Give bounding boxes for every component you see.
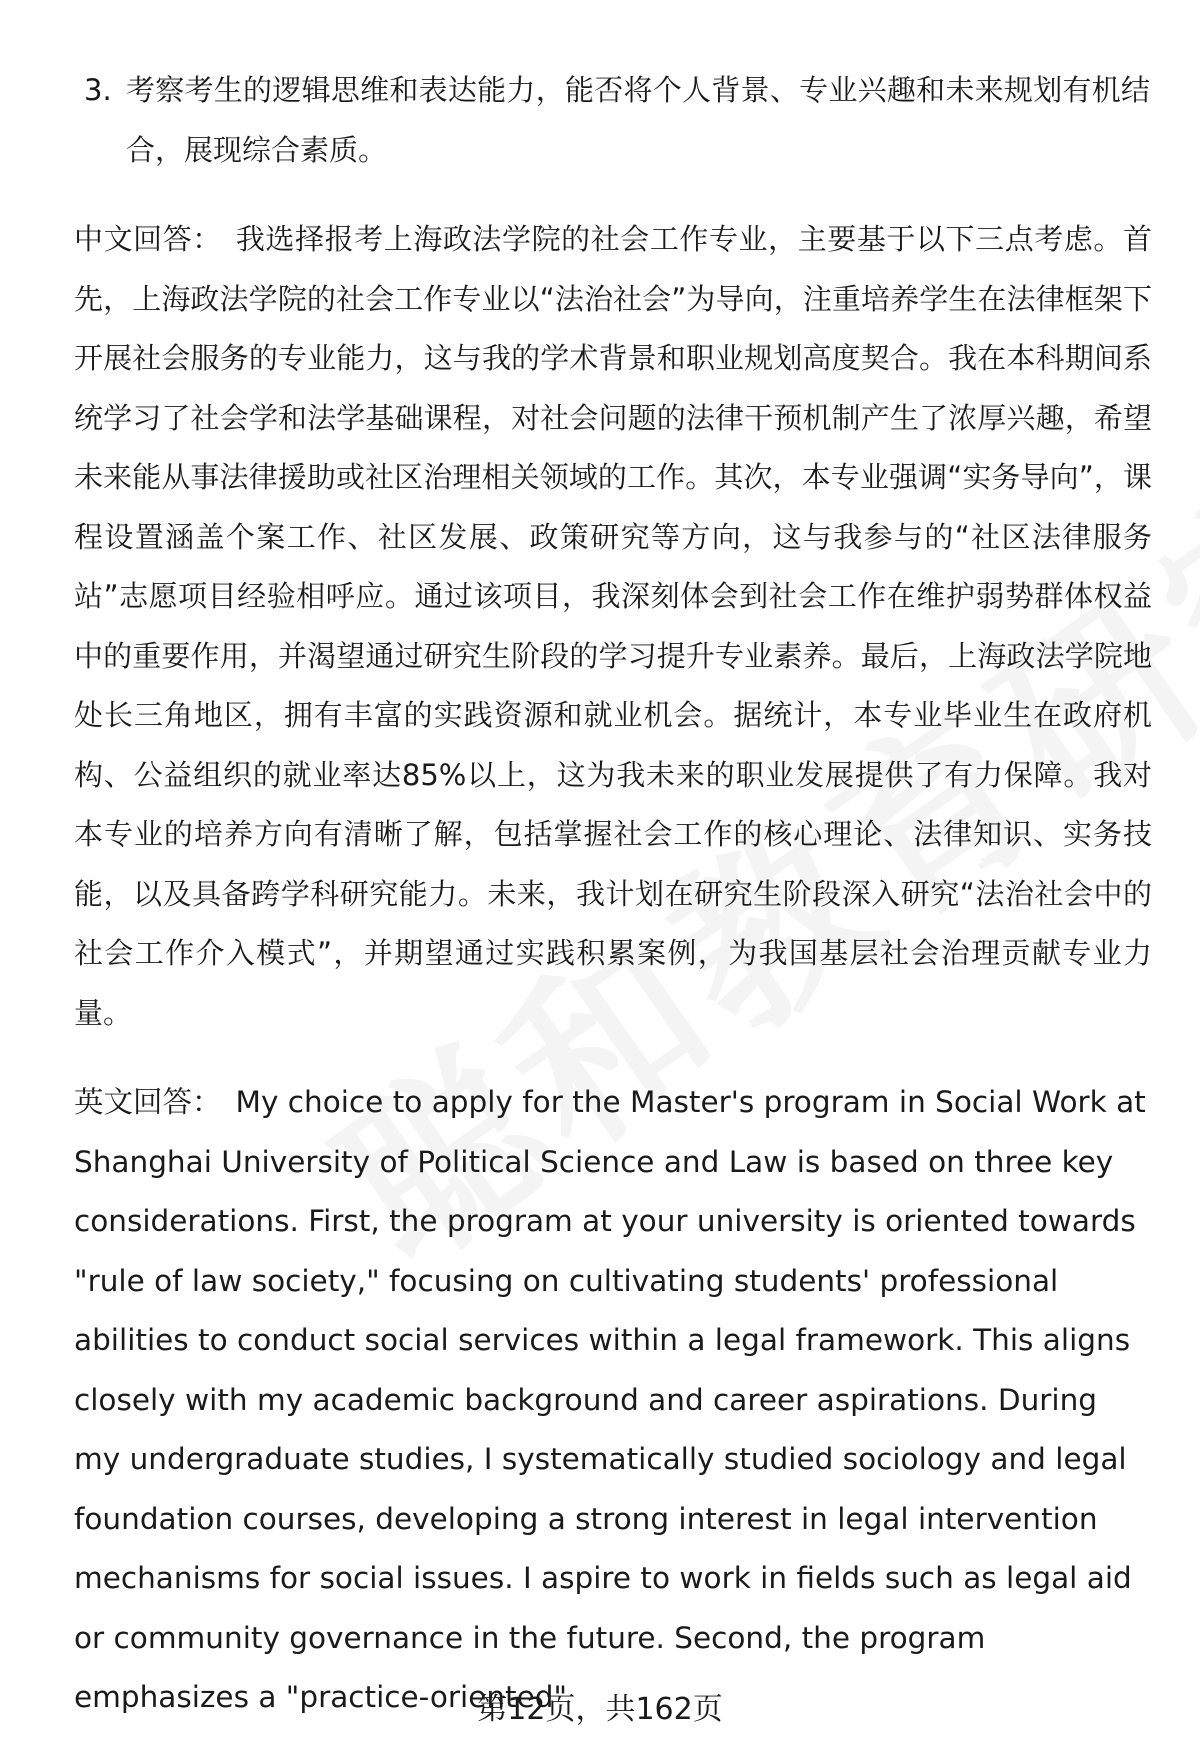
english-answer-text: My choice to apply for the Master's program in Social Work at Shanghai University of Political Science and Law is based on three key considerations. First, the program at your university is oriented towards "rule of law society," focusing on cultivating students' professional abilities to conduct social services within a legal framework. This aligns closely with my academic background and career aspirations. During my undergraduate studies, I systematically studied sociology and legal foundation courses, developing a strong interest in legal intervention mechanisms for social issues. I aspire to work in fields such as legal aid or community governance in the future. Second, the program emphasizes a "practice-oriented"	[74, 1085, 1146, 1714]
english-answer-paragraph	[74, 1073, 1152, 1728]
list-item-3	[70, 60, 1150, 180]
chinese-answer-label: 中文回答：	[74, 222, 222, 256]
chinese-answer-paragraph	[74, 210, 1152, 1043]
page-number-footer: 第12页，共162页	[477, 1692, 723, 1727]
list-item-text: 考察考生的逻辑思维和表达能力，能否将个人背景、专业兴趣和未来规划有机结合，展现综合素质。	[126, 73, 1150, 167]
chinese-answer-text: 我选择报考上海政法学院的社会工作专业，主要基于以下三点考虑。首先，上海政法学院的社会工作专业以“法治社会”为导向，注重培养学生在法律框架下开展社会服务的专业能力，这与我的学术背景和职业规划高度契合。我在本科期间系统学习了社会学和法学基础课程，对社会问题的法律干预机制产生了浓厚兴趣，希望未来能从事法律援助或社区治理相关领域的工作。其次，本专业强调“实务导向”，课程设置涵盖个案工作、社区发展、政策研究等方向，这与我参与的“社区法律服务站”志愿项目经验相呼应。通过该项目，我深刻体会到社会工作在维护弱势群体权益中的重要作用，并渴望通过研究生阶段的学习提升专业素养。最后，上海政法学院地处长三角地区，拥有丰富的实践资源和就业机会。据统计，本专业毕业生在政府机构、公益组织的就业率达85%以上，这为我未来的职业发展提供了有力保障。我对本专业的培养方向有清晰了解，包括掌握社会工作的核心理论、法律知识、实务技能，以及具备跨学科研究能力。未来，我计划在研究生阶段深入研究“法治社会中的社会工作介入模式”，并期望通过实践积累案例，为我国基层社会治理贡献专业力量。	[74, 222, 1152, 1030]
english-answer-label: 英文回答：	[74, 1085, 222, 1119]
list-item-number: 3.	[84, 73, 112, 107]
